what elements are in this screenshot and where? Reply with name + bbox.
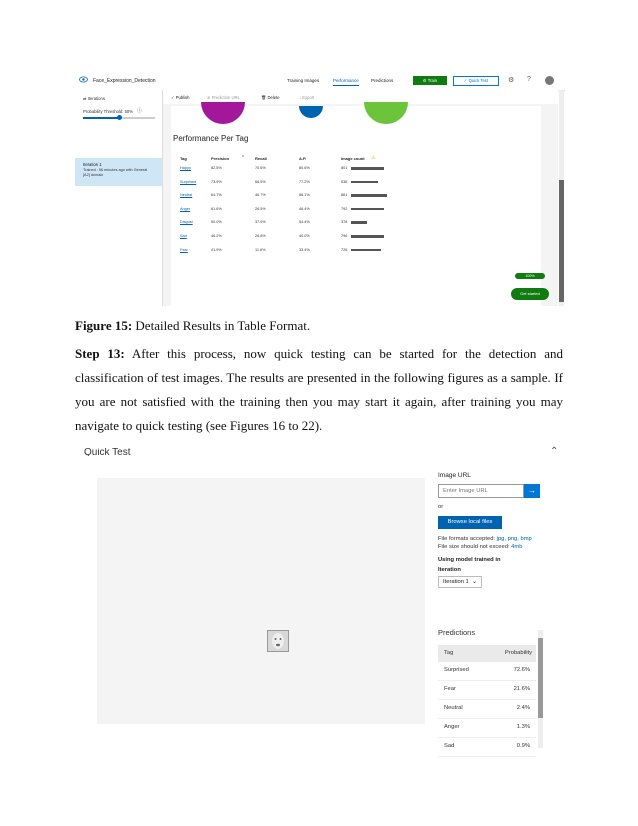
file-formats-line bbox=[438, 535, 568, 543]
avatar[interactable] bbox=[545, 76, 554, 85]
formats-values: jpg, png, bmp bbox=[496, 536, 532, 542]
recall-cell: 11.6% bbox=[255, 247, 266, 252]
quick-test-label: Quick Test bbox=[468, 78, 489, 83]
scrollbar[interactable] bbox=[559, 90, 564, 306]
file-size-line bbox=[438, 543, 568, 551]
prediction-probability: 21.6% bbox=[513, 686, 530, 692]
pie-charts-strip bbox=[171, 102, 541, 130]
chevron-up-icon[interactable]: ⌃ bbox=[550, 446, 559, 457]
quick-test-button[interactable]: ✓ Quick Test bbox=[453, 76, 499, 86]
precision-cell: 61.6% bbox=[211, 206, 222, 211]
test-controls-panel bbox=[438, 470, 568, 750]
image-count-cell: 636 bbox=[341, 179, 348, 184]
iteration-label: Iteration bbox=[438, 567, 461, 573]
scrollbar-thumb[interactable] bbox=[559, 180, 564, 302]
main-area bbox=[163, 90, 558, 306]
ap-cell: 46.4% bbox=[299, 206, 310, 211]
recall-cell: 46.7% bbox=[255, 193, 266, 198]
arrow-right-icon: → bbox=[528, 486, 536, 495]
image-count-bar bbox=[351, 167, 384, 170]
table-row bbox=[173, 234, 503, 244]
delete-label: Delete bbox=[267, 95, 280, 100]
face-thumbnail-icon bbox=[268, 631, 288, 651]
formats-text: File formats accepted: bbox=[438, 536, 496, 542]
iteration-desc: Trained : 56 minutes ago with General [A2] domain bbox=[83, 168, 148, 177]
tag-link[interactable]: Happy bbox=[180, 166, 191, 170]
ap-cell: 40.0% bbox=[299, 234, 310, 238]
help-icon[interactable]: ? bbox=[527, 76, 531, 83]
train-label: Train bbox=[427, 78, 438, 83]
quick-test-title: Quick Test bbox=[84, 448, 131, 456]
export-label: Export bbox=[302, 95, 315, 100]
export-button[interactable]: ↓ Export bbox=[299, 95, 315, 100]
recall-cell: 26.8% bbox=[255, 234, 266, 238]
prediction-row bbox=[438, 700, 536, 719]
table-row bbox=[173, 248, 503, 258]
iteration-select-value: Iteration 1 bbox=[443, 579, 469, 585]
precision-cell: 46.2% bbox=[211, 234, 222, 238]
predictions-rows bbox=[438, 662, 536, 757]
warning-icon: ⚠ bbox=[371, 155, 376, 161]
recall-cell: 70.6% bbox=[255, 166, 266, 170]
tag-link[interactable]: Fear bbox=[180, 247, 188, 252]
caption-prefix: Figure 15: bbox=[75, 318, 133, 333]
col-ap[interactable]: A.P. bbox=[299, 156, 307, 161]
image-count-cell: 792 bbox=[341, 206, 348, 211]
step-text: After this process, now quick testing can be started for the detection and classification of test images. The results are presented in the following figures as a sample. If you are not satisfied with the training then you may start it again, after training you may navigate to quick testing (see Figures 16 to 22). bbox=[75, 346, 563, 433]
ap-cell: 56.1% bbox=[299, 193, 310, 198]
prediction-row bbox=[438, 719, 536, 738]
recall-cell: 66.5% bbox=[255, 179, 266, 184]
image-count-bar bbox=[351, 249, 381, 252]
threshold-label: Probability Threshold: 50% bbox=[83, 109, 133, 114]
prediction-probability: 72.6% bbox=[513, 667, 530, 673]
recall-pie-arc bbox=[299, 106, 323, 118]
col-precision[interactable]: Precision bbox=[211, 156, 230, 161]
prediction-tag: Anger bbox=[444, 724, 460, 730]
predictions-scrollbar[interactable] bbox=[538, 630, 543, 748]
size-text: File size should not exceed: bbox=[438, 544, 510, 550]
recall-cell: 37.9% bbox=[255, 220, 266, 225]
image-count-cell: 726 bbox=[341, 247, 348, 252]
iteration-item[interactable] bbox=[75, 158, 162, 186]
table-row bbox=[173, 166, 503, 176]
iteration-title: Iteration 1 bbox=[83, 162, 102, 167]
figure-caption bbox=[75, 318, 575, 334]
image-count-bar bbox=[351, 181, 378, 184]
browse-local-files-button[interactable]: Browse local files bbox=[438, 516, 502, 529]
precision-cell: 73.9% bbox=[211, 179, 222, 184]
prediction-url-button[interactable]: ⊕ Prediction URL bbox=[207, 95, 240, 100]
image-preview-area bbox=[97, 478, 425, 724]
prediction-url-label: Prediction URL bbox=[211, 95, 240, 100]
ap-cell: 80.6% bbox=[299, 166, 310, 170]
prediction-probability: 2.4% bbox=[516, 705, 530, 711]
iteration-select[interactable] bbox=[438, 576, 482, 588]
threshold-handle[interactable] bbox=[117, 115, 122, 120]
gear-icon[interactable]: ⚙ bbox=[508, 77, 515, 84]
prediction-probability: 1.3% bbox=[516, 724, 530, 730]
train-button[interactable]: ⚙ Train bbox=[413, 76, 447, 85]
or-label: or bbox=[438, 504, 444, 510]
ap-cell: 77.2% bbox=[299, 179, 310, 184]
image-count-cell: 801 bbox=[341, 166, 348, 170]
precision-cell: 82.5% bbox=[211, 166, 222, 170]
quick-test-screenshot bbox=[80, 440, 570, 750]
tag-link[interactable]: Surprised bbox=[180, 179, 197, 184]
submit-url-button[interactable] bbox=[524, 484, 540, 498]
prediction-tag: Fear bbox=[444, 686, 456, 692]
precision-cell: 41.9% bbox=[211, 247, 222, 252]
eye-icon[interactable] bbox=[79, 76, 88, 83]
image-count-bar bbox=[351, 208, 384, 211]
prediction-tag: Neutral bbox=[444, 705, 463, 711]
get-started-button[interactable]: Get started bbox=[511, 288, 549, 300]
progress-badge: 100% bbox=[515, 273, 545, 279]
tag-link[interactable]: Disgust bbox=[180, 220, 193, 225]
model-label: Using model trained in bbox=[438, 557, 501, 563]
delete-button[interactable]: 🗑 Delete bbox=[261, 95, 280, 100]
prediction-tag: Surprised bbox=[444, 667, 469, 673]
size-value: 4mb bbox=[511, 544, 523, 550]
predictions-title: Predictions bbox=[438, 628, 476, 637]
test-face-image bbox=[267, 630, 289, 652]
image-count-bar bbox=[351, 221, 367, 224]
prediction-tag: Sad bbox=[444, 743, 455, 749]
iterations-text: Iterations bbox=[87, 96, 105, 101]
info-icon[interactable]: ⓘ bbox=[137, 108, 143, 114]
top-nav-bar bbox=[75, 70, 565, 91]
project-name: Face_Expression_Detection bbox=[93, 78, 156, 84]
table-row bbox=[173, 207, 503, 217]
ap-cell: 54.4% bbox=[299, 220, 310, 225]
sort-up-icon[interactable]: ⌃ bbox=[241, 155, 246, 161]
section-title: Performance Per Tag bbox=[173, 134, 249, 143]
performance-card bbox=[171, 106, 541, 306]
prediction-probability: 0.9% bbox=[516, 743, 530, 749]
table-row bbox=[173, 193, 503, 203]
col-recall[interactable]: Recall bbox=[255, 156, 267, 161]
iterations-label[interactable]: ⇄ Iterations bbox=[83, 96, 105, 101]
col-image-count[interactable]: Image count bbox=[341, 156, 365, 161]
image-count-cell: 378 bbox=[341, 220, 348, 225]
tag-link[interactable]: Sad bbox=[180, 234, 187, 238]
image-count-cell: 861 bbox=[341, 193, 348, 198]
publish-button[interactable]: ✓ Publish bbox=[171, 95, 190, 100]
tab-training-images[interactable]: Training Images bbox=[287, 78, 320, 83]
ap-cell: 33.4% bbox=[299, 247, 310, 252]
table-row bbox=[173, 220, 503, 230]
caption-text: Detailed Results in Table Format. bbox=[135, 318, 311, 333]
image-count-bar bbox=[351, 194, 387, 197]
chevron-down-icon: ⌄ bbox=[472, 579, 477, 585]
threshold-fill bbox=[83, 117, 119, 119]
ap-pie-arc bbox=[364, 102, 408, 124]
recall-cell: 26.5% bbox=[255, 206, 266, 211]
training-results-screenshot bbox=[75, 70, 565, 306]
predictions-scrollbar-thumb[interactable] bbox=[538, 638, 543, 718]
image-count-cell: 796 bbox=[341, 234, 348, 238]
col-tag[interactable]: Tag bbox=[180, 156, 187, 161]
left-panel bbox=[75, 90, 163, 306]
step-prefix: Step 13: bbox=[75, 346, 125, 361]
pred-col-tag: Tag bbox=[444, 650, 454, 656]
table-header bbox=[173, 156, 503, 164]
step-paragraph bbox=[75, 342, 563, 438]
image-count-bar bbox=[351, 235, 384, 238]
prediction-row bbox=[438, 738, 536, 757]
prediction-row bbox=[438, 662, 536, 681]
table-row bbox=[173, 180, 503, 190]
precision-pie-arc bbox=[201, 102, 245, 124]
predictions-table bbox=[438, 645, 536, 757]
predictions-header bbox=[438, 645, 536, 662]
publish-label: Publish bbox=[175, 95, 190, 100]
tab-predictions[interactable]: Predictions bbox=[371, 78, 394, 83]
precision-cell: 64.7% bbox=[211, 193, 222, 198]
image-url-label: Image URL bbox=[438, 472, 471, 479]
tab-performance[interactable]: Performance bbox=[333, 78, 359, 86]
threshold-slider[interactable] bbox=[83, 117, 155, 119]
tag-link[interactable]: Neutral bbox=[180, 193, 193, 198]
image-url-input[interactable]: Enter Image URL bbox=[438, 484, 524, 498]
tag-link[interactable]: Anger bbox=[180, 206, 191, 211]
performance-table bbox=[173, 166, 503, 306]
prediction-row bbox=[438, 681, 536, 700]
precision-cell: 50.0% bbox=[211, 220, 222, 225]
pred-col-probability: Probability bbox=[504, 650, 532, 656]
